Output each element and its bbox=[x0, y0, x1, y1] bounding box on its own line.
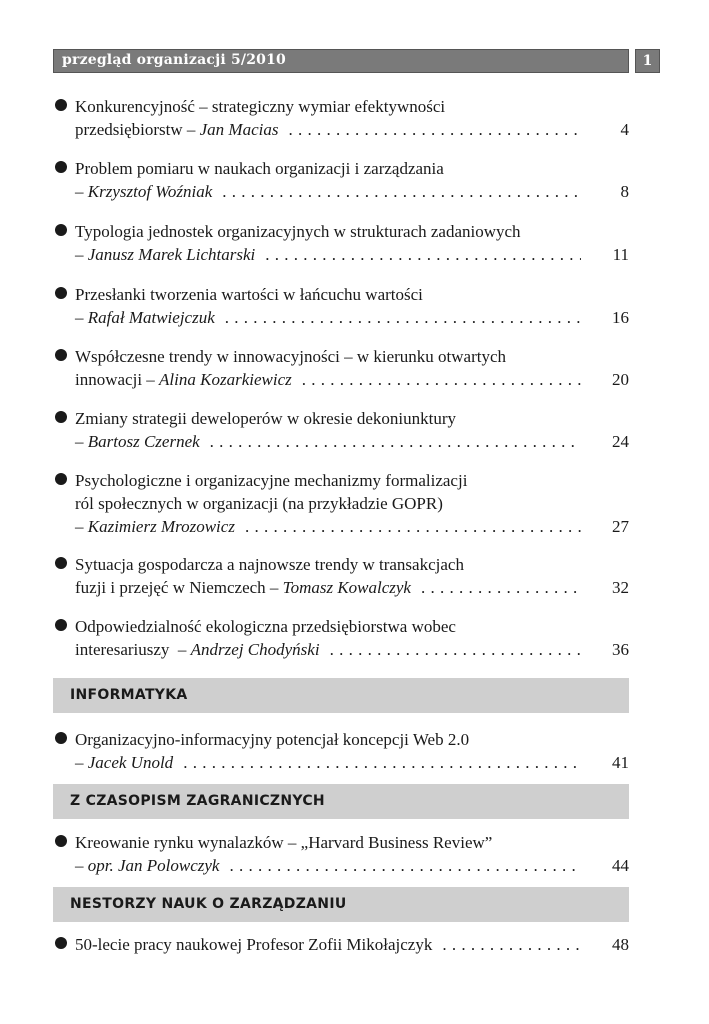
dot-leader bbox=[330, 638, 581, 661]
entry-author: opr. Jan Polowczyk bbox=[87, 856, 220, 875]
toc-entry[interactable] bbox=[53, 933, 629, 956]
entry-lead: – bbox=[75, 856, 88, 875]
entry-title-line: Organizacyjno-informacyjny potencjał koncepcji Web 2.0 bbox=[75, 730, 470, 749]
dot-leader bbox=[302, 368, 581, 391]
journal-title: przegląd organizacji 5/2010 bbox=[62, 52, 286, 68]
entry-title-line: Sytuacja gospodarcza a najnowsze trendy w transakcjach bbox=[75, 555, 464, 574]
entry-lead: – bbox=[75, 517, 88, 536]
entry-page: 24 bbox=[612, 432, 629, 451]
dot-leader bbox=[225, 306, 581, 329]
entry-page: 32 bbox=[612, 578, 629, 597]
entry-title-line: Kreowanie rynku wynalazków – „Harvard Business Review” bbox=[75, 833, 493, 852]
entry-lead: – bbox=[75, 308, 88, 327]
entry-lead: – bbox=[75, 432, 88, 451]
entry-lead: przedsiębiorstw – bbox=[75, 120, 200, 139]
dot-leader bbox=[442, 933, 581, 956]
journal-header-bar bbox=[53, 49, 629, 73]
dot-leader bbox=[210, 430, 581, 453]
entry-page: 36 bbox=[612, 640, 629, 659]
entry-page: 44 bbox=[612, 856, 629, 875]
page-number-box bbox=[635, 49, 660, 73]
dot-leader bbox=[288, 118, 581, 141]
entry-author: Bartosz Czernek bbox=[87, 432, 200, 451]
toc-entry[interactable] bbox=[53, 220, 629, 266]
entry-title-line: Przesłanki tworzenia wartości w łańcuchu wartości bbox=[75, 285, 423, 304]
entry-title-line: Problem pomiaru w naukach organizacji i zarządzania bbox=[75, 159, 444, 178]
entry-author: Jacek Unold bbox=[87, 753, 174, 772]
entry-page: 27 bbox=[612, 517, 629, 536]
entry-author: Janusz Marek Lichtarski bbox=[87, 245, 256, 264]
entry-author: Krzysztof Woźniak bbox=[87, 182, 213, 201]
section-title: INFORMATYKA bbox=[70, 687, 188, 703]
entry-lead: – bbox=[75, 182, 88, 201]
entry-author: Andrzej Chodyński bbox=[190, 640, 320, 659]
dot-leader bbox=[421, 576, 581, 599]
entry-author: Jan Macias bbox=[199, 120, 279, 139]
entry-title-line: Konkurencyjność – strategiczny wymiar efektywności bbox=[75, 97, 446, 116]
entry-page: 8 bbox=[620, 182, 629, 201]
toc-entry[interactable] bbox=[53, 469, 629, 538]
entry-title-line: Typologia jednostek organizacyjnych w strukturach zadaniowych bbox=[75, 222, 521, 241]
toc-entry[interactable] bbox=[53, 831, 629, 877]
entry-page: 41 bbox=[612, 753, 629, 772]
entry-page: 20 bbox=[612, 370, 629, 389]
entry-lead: fuzji i przejęć w Niemczech – bbox=[75, 578, 283, 597]
entry-title-line: Odpowiedzialność ekologiczna przedsiębiorstwa wobec bbox=[75, 617, 456, 636]
section-header-nestorzy bbox=[53, 887, 629, 922]
toc-entry[interactable] bbox=[53, 157, 629, 203]
entry-lead: – bbox=[75, 245, 88, 264]
section-header-informatyka bbox=[53, 678, 629, 713]
toc-entry[interactable] bbox=[53, 345, 629, 391]
entry-title-line: Zmiany strategii deweloperów w okresie dekoniunktury bbox=[75, 409, 456, 428]
entry-author: Kazimierz Mrozowicz bbox=[87, 517, 235, 536]
entry-author: Rafał Matwiejczuk bbox=[87, 308, 215, 327]
entry-lead: interesariuszy – bbox=[75, 640, 191, 659]
entry-page: 11 bbox=[612, 245, 629, 264]
section-title: Z CZASOPISM ZAGRANICZNYCH bbox=[70, 793, 325, 809]
toc-entry[interactable] bbox=[53, 615, 629, 661]
dot-leader bbox=[245, 515, 581, 538]
entry-title-line: Psychologiczne i organizacyjne mechanizmy formalizacji bbox=[75, 471, 468, 490]
dot-leader bbox=[229, 854, 581, 877]
dot-leader bbox=[222, 180, 581, 203]
entry-page: 4 bbox=[620, 120, 629, 139]
entry-lead: – bbox=[75, 753, 88, 772]
entry-title-line: Współczesne trendy w innowacyjności – w kierunku otwartych bbox=[75, 347, 507, 366]
section-title: NESTORZY NAUK O ZARZĄDZANIU bbox=[70, 896, 347, 912]
dot-leader bbox=[265, 243, 581, 266]
toc-entry[interactable] bbox=[53, 283, 629, 329]
entry-author: Tomasz Kowalczyk bbox=[282, 578, 411, 597]
entry-lead: innowacji – bbox=[75, 370, 160, 389]
toc-entry[interactable] bbox=[53, 95, 629, 141]
entry-page: 48 bbox=[612, 935, 629, 954]
section-header-czasopisma bbox=[53, 784, 629, 819]
page-number: 1 bbox=[642, 53, 653, 69]
entry-page: 16 bbox=[612, 308, 629, 327]
entry-lead: 50-lecie pracy naukowej Profesor Zofii Mikołajczyk bbox=[75, 935, 433, 954]
toc-entry[interactable] bbox=[53, 553, 629, 599]
toc-entry[interactable] bbox=[53, 407, 629, 453]
entry-title-line: ról społecznych w organizacji (na przykładzie GOPR) bbox=[75, 494, 443, 513]
dot-leader bbox=[183, 751, 581, 774]
toc-entry[interactable] bbox=[53, 728, 629, 774]
entry-author: Alina Kozarkiewicz bbox=[159, 370, 292, 389]
